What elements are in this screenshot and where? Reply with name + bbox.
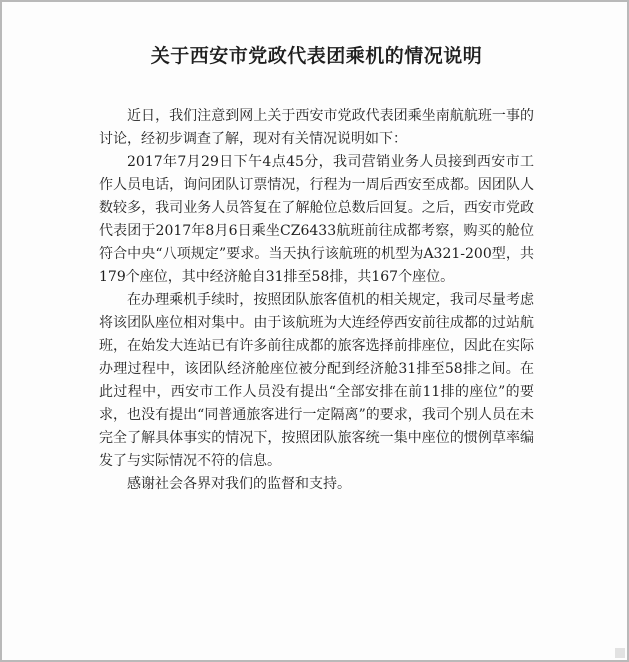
paragraph-booking: 2017年7月29日下午4点45分，我司营销业务人员接到西安市工作人员电话，询问团队订票情况，行程为一周后西安至成都。因团队人数较多，我司业务人员答复在了解舱位总数后回复。之后，西安市党政代表团于2017年8月6日乘坐CZ6433航班前往成都考察，购买的舱位符合中央“八项规定”要求。当天执行该航班的机型为A321-200型，共179个座位，其中经济舱自31排至58排，共167个座位。 — [99, 153, 534, 285]
document-body — [99, 44, 534, 496]
paragraph-checkin: 在办理乘机手续时，按照团队旅客值机的相关规定，我司尽量考虑将该团队座位相对集中。由于该航班为大连经停西安前往成都的过站航班，在始发大连站已有许多前往成都的旅客选择前排座位，因此在实际办理过程中，该团队经济舱座位被分配到经济舱31排至58排之间。在此过程中，西安市工作人员没有提出“全部安排在前11排的座位”的要求，也没有提出“同普通旅客进行一定隔离”的要求，我司个别人员在未完全了解具体事实的情况下，按照团队旅客统一集中座位的惯例草率编发了与实际情况不符的信息。 — [99, 291, 534, 469]
document-title: 关于西安市党政代表团乘机的情况说明 — [150, 45, 483, 67]
paragraph-intro: 近日，我们注意到网上关于西安市党政代表团乘坐南航航班一事的讨论，经初步调查了解，现对有关情况说明如下： — [99, 107, 534, 147]
paragraph-thanks: 感谢社会各界对我们的监督和支持。 — [127, 475, 351, 492]
corner-marker — [615, 648, 625, 658]
